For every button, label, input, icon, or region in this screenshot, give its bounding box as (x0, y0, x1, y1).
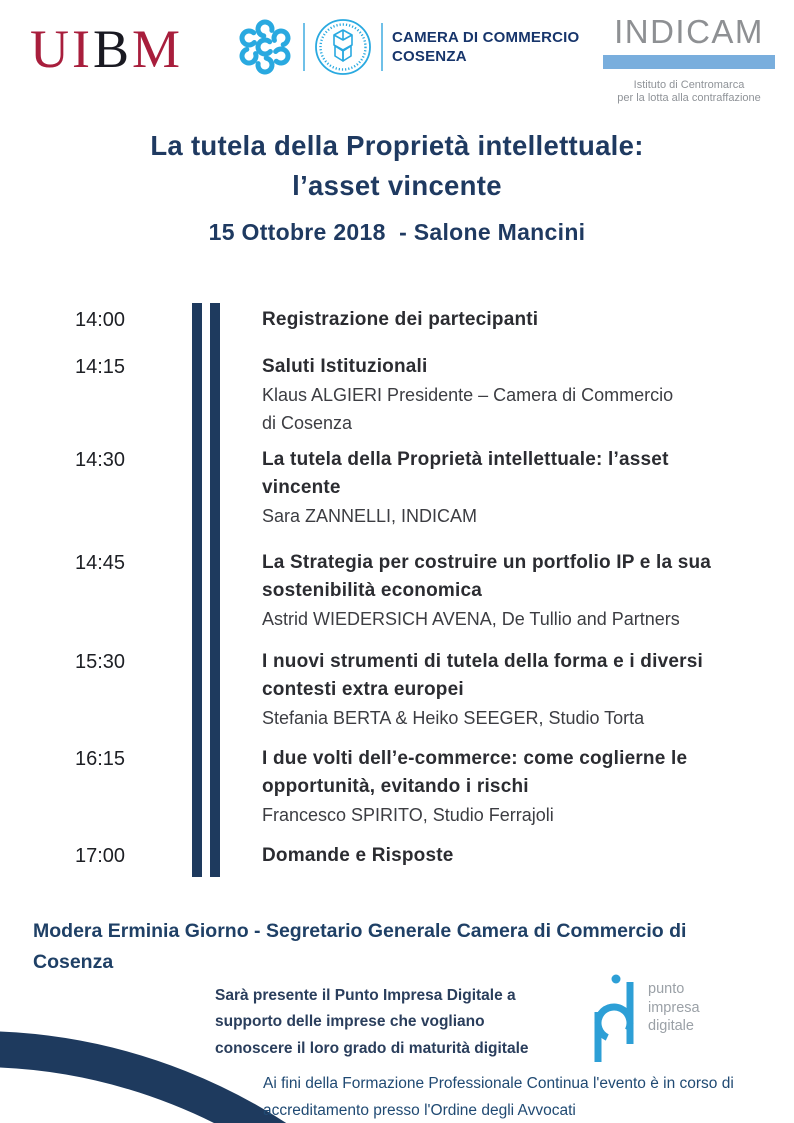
session-title-line: contesti extra europei (262, 679, 464, 700)
session-speaker (262, 704, 777, 732)
schedule-row (0, 842, 794, 870)
session-title-line: La tutela della Proprietà intellettuale: l’asset (262, 449, 669, 470)
session-speaker-line: Sara ZANNELLI, INDICAM (262, 506, 478, 526)
pid-logo-word: impresa (648, 999, 700, 1016)
schedule-content (262, 842, 777, 870)
session-title (262, 353, 777, 381)
uibm-letter: B (92, 19, 133, 79)
logo-divider (381, 23, 383, 71)
session-title-line: Registrazione dei partecipanti (262, 309, 539, 330)
schedule-content (262, 306, 777, 334)
pid-monogram-icon (588, 968, 640, 1062)
event-title-line2: l’asset vincente (292, 170, 502, 201)
session-speaker (262, 801, 777, 829)
session-title-line: I nuovi strumenti di tutela della forma e i diversi (262, 651, 703, 672)
session-title-line: Domande e Risposte (262, 845, 454, 866)
indicam-blue-bar (603, 55, 775, 69)
uibm-logo (30, 19, 184, 79)
moderator-line: Modera Erminia Giorno - Segretario Generale Camera di Commercio di (33, 920, 687, 942)
accreditation-line: Ai fini della Formazione Professionale Continua l'evento è in corso di (263, 1075, 734, 1092)
session-speaker (262, 605, 777, 633)
schedule-row (0, 353, 794, 437)
pid-logo-word: digitale (648, 1018, 694, 1034)
schedule-time: 17:00 (74, 845, 126, 867)
uibm-letter: M (132, 19, 184, 79)
session-title-line: sostenibilità economica (262, 580, 482, 601)
event-title-line1: La tutela della Proprietà intellettuale: (150, 130, 644, 161)
schedule-content (262, 648, 777, 732)
schedule-time: 14:00 (74, 309, 126, 331)
schedule-list (0, 303, 794, 870)
accreditation-line: accreditamento presso l'Ordine degli Avvocati (263, 1102, 576, 1119)
session-title (262, 842, 777, 870)
accreditation-text (263, 1070, 783, 1123)
session-title (262, 446, 777, 502)
schedule-content (262, 549, 777, 633)
schedule-row (0, 549, 794, 633)
camera-name-line1: CAMERA DI COMMERCIO (392, 29, 580, 46)
schedule-row (0, 745, 794, 829)
schedule-time: 14:30 (74, 449, 126, 471)
pid-logo-words (648, 980, 700, 1036)
pid-logo-word: punto (648, 981, 685, 997)
uibm-letter: I (72, 19, 93, 79)
pid-note-text (215, 983, 595, 1062)
schedule-content (262, 353, 777, 437)
pid-note-line: Sarà presente il Punto Impresa Digitale a (215, 987, 516, 1004)
camera-di-commercio-logo (236, 18, 579, 76)
session-title-line: La Strategia per costruire un portfolio IP e la sua (262, 552, 712, 573)
session-title-line: opportunità, evitando i rischi (262, 776, 529, 797)
schedule-row (0, 648, 794, 732)
session-speaker (262, 381, 777, 437)
session-title-line: Saluti Istituzionali (262, 356, 428, 377)
punto-impresa-digitale-logo (588, 968, 700, 1062)
pid-note-line: supporto delle imprese che vogliano (215, 1013, 485, 1031)
indicam-wordmark: INDICAM (614, 13, 764, 50)
schedule-row (0, 446, 794, 530)
camera-seal-icon (314, 18, 372, 76)
session-speaker-line: di Cosenza (262, 413, 353, 433)
schedule-content (262, 745, 777, 829)
schedule-row (0, 306, 794, 334)
moderator-line: Cosenza (33, 950, 114, 973)
logo-divider (303, 23, 305, 71)
camera-name-line2: COSENZA (392, 48, 467, 65)
session-speaker-line: Astrid WIEDERSICH AVENA, De Tullio and Partners (262, 609, 680, 629)
session-speaker-line: Stefania BERTA & Heiko SEEGER, Studio Torta (262, 708, 645, 728)
indicam-tagline-line2: per la lotta alla contraffazione (617, 92, 761, 104)
session-title-line: vincente (262, 477, 341, 498)
schedule-time: 16:15 (74, 748, 126, 770)
camera-logo-text (392, 28, 579, 66)
session-title (262, 745, 777, 801)
pid-note-line: conoscere il loro grado di maturità digitale (215, 1039, 529, 1057)
session-title (262, 306, 777, 334)
indicam-logo (600, 14, 778, 105)
schedule-time: 14:45 (74, 552, 126, 574)
schedule-time: 15:30 (74, 651, 126, 673)
session-speaker-line: Francesco SPIRITO, Studio Ferrajoli (262, 805, 554, 825)
session-title-line: I due volti dell’e-commerce: come coglierne le (262, 748, 688, 769)
event-date-location: 15 Ottobre 2018 - Salone Mancini (208, 219, 586, 245)
schedule-content (262, 446, 777, 530)
indicam-tagline-line1: Istituto di Centromarca (633, 79, 745, 91)
camera-flower-icon (236, 18, 294, 76)
session-speaker (262, 502, 777, 530)
session-title (262, 549, 777, 605)
session-title (262, 648, 777, 704)
schedule-time: 14:15 (74, 356, 126, 378)
uibm-letter: U (30, 19, 72, 79)
session-speaker-line: Klaus ALGIERI Presidente – Camera di Commercio (262, 385, 674, 405)
